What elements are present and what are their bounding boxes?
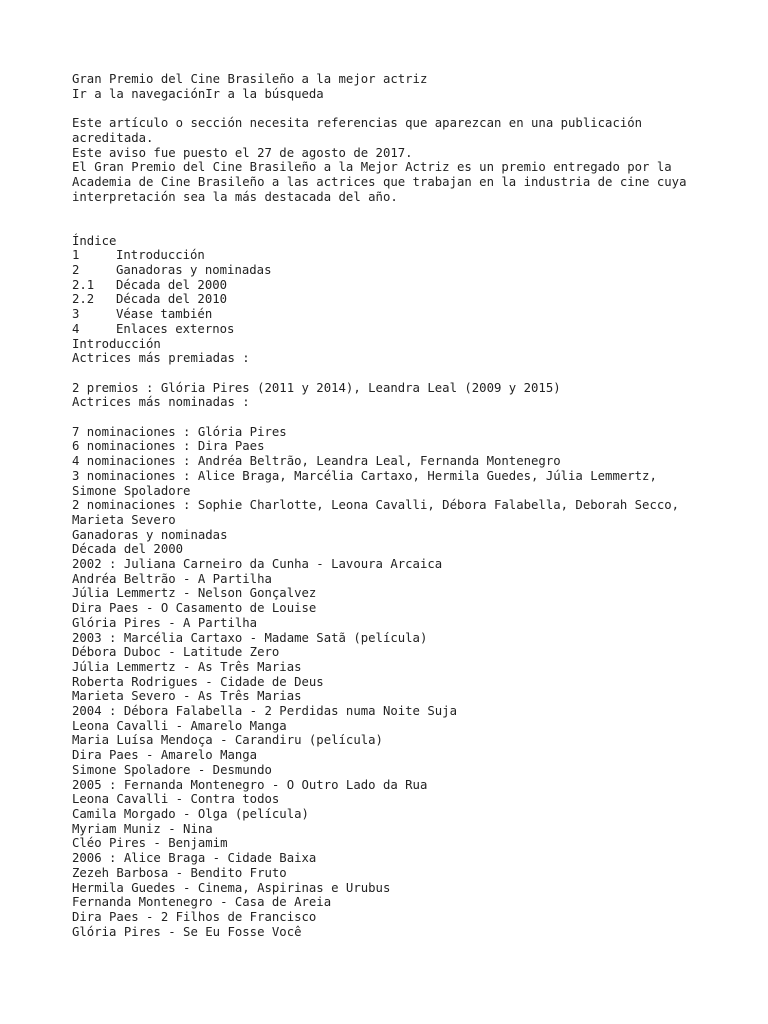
spacer xyxy=(72,219,712,234)
toc-label: Enlaces externos xyxy=(116,321,235,336)
list-item: Cléo Pires - Benjamim xyxy=(72,836,228,851)
toc-item-ganadoras[interactable] xyxy=(72,263,712,278)
list-item: Dira Paes - Amarelo Manga xyxy=(72,748,258,763)
intro-paragraph-line-2: Academia de Cine Brasileño a las actrices que trabajan en la industria de cine cuya xyxy=(72,174,687,189)
toc-item-introduccion[interactable] xyxy=(72,248,712,263)
intro-paragraph-line-3: interpretación sea la más destacada del año. xyxy=(72,189,398,204)
list-item: 2006 : Alice Braga - Cidade Baixa xyxy=(72,851,317,866)
list-item: 2004 : Débora Falabella - 2 Perdidas numa Noite Suja xyxy=(72,704,457,719)
toc-item-decada-2000[interactable] xyxy=(72,278,712,293)
toc-list xyxy=(72,248,712,336)
list-item: Simone Spoladore - Desmundo xyxy=(72,762,272,777)
spacer xyxy=(72,366,712,381)
list-item: Fernanda Montenegro - Casa de Areia xyxy=(72,895,332,910)
list-item: Zezeh Barbosa - Bendito Fruto xyxy=(72,865,287,880)
most-awarded-label: Actrices más premiadas : xyxy=(72,351,250,366)
list-item: Camila Morgado - Olga (película) xyxy=(72,806,309,821)
subsection-heading-decada-2000: Década del 2000 xyxy=(72,542,184,557)
list-item: 7 nominaciones : Glória Pires xyxy=(72,424,287,439)
list-item: 2003 : Marcélia Cartaxo - Madame Satã (película) xyxy=(72,630,428,645)
list-item: Júlia Lemmertz - As Três Marias xyxy=(72,659,302,674)
toc-item-enlaces-externos[interactable] xyxy=(72,322,712,337)
list-item: Marieta Severo xyxy=(72,512,176,527)
list-item: Roberta Rodrigues - Cidade de Deus xyxy=(72,674,324,689)
most-nominated-label: Actrices más nominadas : xyxy=(72,395,250,410)
notice-date: Este aviso fue puesto el 27 de agosto de 2017. xyxy=(72,145,413,160)
list-item: 6 nominaciones : Dira Paes xyxy=(72,439,265,454)
list-item: Glória Pires - A Partilha xyxy=(72,615,258,630)
page-title: Gran Premio del Cine Brasileño a la mejor actriz xyxy=(72,72,428,86)
toc-label: Década del 2010 xyxy=(116,292,228,307)
list-item: Júlia Lemmertz - Nelson Gonçalvez xyxy=(72,586,317,601)
list-item: Leona Cavalli - Amarelo Manga xyxy=(72,718,287,733)
list-item: 2 nominaciones : Sophie Charlotte, Leona Cavalli, Débora Falabella, Deborah Secco, xyxy=(72,498,680,513)
toc-number: 2 xyxy=(72,263,80,278)
list-item: Dira Paes - O Casamento de Louise xyxy=(72,601,317,616)
list-item: Maria Luísa Mendoça - Carandiru (película) xyxy=(72,733,383,748)
list-item: 2002 : Juliana Carneiro da Cunha - Lavoura Arcaica xyxy=(72,557,443,572)
list-item: Myriam Muniz - Nina xyxy=(72,821,213,836)
toc-label: Ganadoras y nominadas xyxy=(116,263,272,278)
notice-line-1: Este artículo o sección necesita referencias que aparezcan en una publicación xyxy=(72,116,643,131)
toc-item-decada-2010[interactable] xyxy=(72,292,712,307)
document-page xyxy=(72,72,712,939)
toc-number: 1 xyxy=(72,248,80,263)
list-item: Dira Paes - 2 Filhos de Francisco xyxy=(72,909,317,924)
toc-label: Véase también xyxy=(116,307,213,322)
toc-title: Índice xyxy=(72,233,117,248)
most-awarded-entry: 2 premios : Glória Pires (2011 y 2014), Leandra Leal (2009 y 2015) xyxy=(72,380,561,395)
toc-number: 2.2 xyxy=(72,292,95,307)
toc-label: Década del 2000 xyxy=(116,277,228,292)
winners-list xyxy=(72,557,712,939)
list-item: 4 nominaciones : Andréa Beltrão, Leandra Leal, Fernanda Montenegro xyxy=(72,454,561,469)
spacer xyxy=(72,101,712,116)
section-heading-ganadoras: Ganadoras y nominadas xyxy=(72,527,228,542)
notice-line-2: acreditada. xyxy=(72,130,154,145)
toc-label: Introducción xyxy=(116,248,205,263)
list-item: Hermila Guedes - Cinema, Aspirinas e Urubus xyxy=(72,880,391,895)
spacer xyxy=(72,204,712,219)
list-item: Simone Spoladore xyxy=(72,483,191,498)
list-item: Andréa Beltrão - A Partilha xyxy=(72,571,272,586)
toc-number: 3 xyxy=(72,307,80,322)
list-item: Débora Duboc - Latitude Zero xyxy=(72,645,280,660)
spacer xyxy=(72,410,712,425)
toc-number: 4 xyxy=(72,321,80,336)
most-nominated-list xyxy=(72,425,712,528)
toc-number: 2.1 xyxy=(72,277,95,292)
skip-links[interactable]: Ir a la navegaciónIr a la búsqueda xyxy=(72,86,324,101)
list-item: 3 nominaciones : Alice Braga, Marcélia Cartaxo, Hermila Guedes, Júlia Lemmertz, xyxy=(72,468,657,483)
list-item: Glória Pires - Se Eu Fosse Você xyxy=(72,924,302,939)
toc-item-vease-tambien[interactable] xyxy=(72,307,712,322)
list-item: 2005 : Fernanda Montenegro - O Outro Lado da Rua xyxy=(72,777,428,792)
intro-paragraph-line-1: El Gran Premio del Cine Brasileño a la Mejor Actriz es un premio entregado por la xyxy=(72,160,672,175)
list-item: Marieta Severo - As Três Marias xyxy=(72,689,302,704)
section-heading-introduccion: Introducción xyxy=(72,336,161,351)
list-item: Leona Cavalli - Contra todos xyxy=(72,792,280,807)
